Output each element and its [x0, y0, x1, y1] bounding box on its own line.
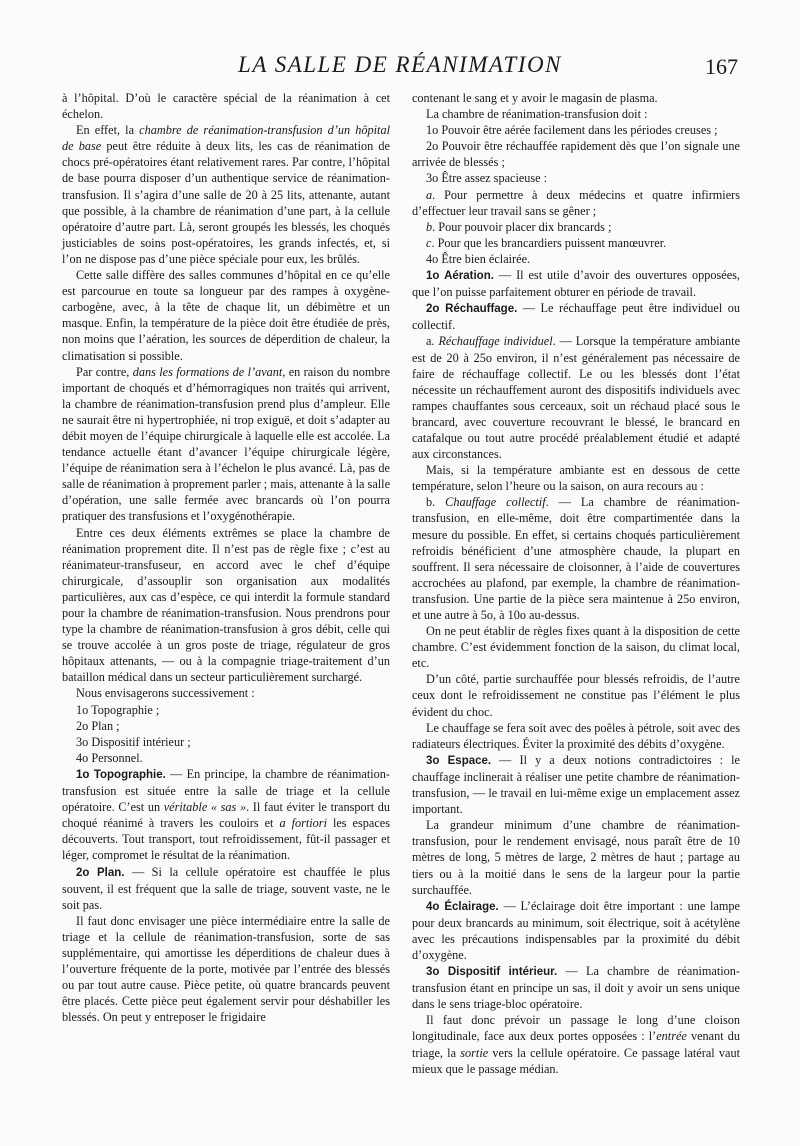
body-text: , en raison du nombre important de choqués et d’hémorragiques non traités qui arrivent, la chambre de réanimation-transfusion prend plus d’ampleur. Elle ne saurait être ni hypertrophiée, ni trop exiguë, et doit s’adapter au débit moyen de l’équipe chirurgicale à laquelle elle est accolée. La tendance actuelle étant d’avancer l’équipe chirurgicale légère, l’équipe de réanimation sera à l’échelon le plus avancé. Là, pas de salle de réanimation à proprement parler ; mais, attenante à la salle d’opération, une salle fermée avec brancards où l’on pourra pratiquer des transfusions et l’oxygénothérapie. — [62, 364, 391, 524]
body-text: venant du triage, la — [412, 1029, 741, 1060]
body-text: à l’hôpital. D’où le caractère spécial de la réanimation à cet échelon. — [62, 91, 390, 122]
paragraph — [62, 364, 390, 525]
body-text: 1o Pouvoir être aérée facilement dans les périodes creuses ; — [426, 123, 718, 138]
body-text: Le chauffage se fera soit avec des poêles à pétrole, soit avec des radiateurs électriques. Éviter la proximité des débits d’oxygène. — [412, 720, 740, 751]
italic-text: a fortiori — [279, 816, 327, 831]
paragraph — [412, 267, 740, 300]
italic-text: véritable « sas » — [163, 800, 247, 815]
section-heading: 1o Aération. — [426, 270, 494, 283]
body-text: Par contre, — [76, 364, 133, 379]
paragraph — [412, 494, 740, 623]
body-text: — Il est utile d’avoir des ouvertures opposées, que l’on puisse parfaitement obturer en période de travail. — [412, 268, 740, 300]
body-text: — Le réchauffage peut être individuel ou collectif. — [412, 301, 740, 333]
paragraph — [412, 251, 740, 267]
section-heading: 2o Plan. — [76, 866, 125, 879]
body-text: — La chambre de réanimation-transfusion étant en principe un sas, il doit y avoir un sens unique dans le sens triage-bloc opératoire. — [412, 964, 740, 1012]
section-heading: 3o Espace. — [426, 754, 492, 767]
body-text: En effet, la — [76, 123, 140, 138]
italic-text: sortie — [460, 1045, 489, 1060]
paragraph — [62, 525, 390, 686]
body-text: D’un côté, partie surchauffée pour blessés refroidis, de l’autre ceux dont le refroidissement ne constitue pas l’élément le plus évident du choc. — [412, 672, 740, 719]
body-text: — L’éclairage doit être important : une lampe pour deux brancards au minimum, soit électrique, soit à acétylène avec les précautions indispensables par la proximité du débit d’oxygène. — [412, 898, 740, 962]
paragraph — [412, 752, 740, 817]
page-header — [62, 52, 738, 86]
left-column — [62, 90, 390, 1025]
paragraph — [412, 963, 740, 1012]
paragraph — [412, 898, 740, 963]
body-text: Il faut donc prévoir un passage le long d’une cloison longitudinale, face aux deux portes opposées : l’ — [412, 1013, 740, 1044]
paragraph — [412, 122, 740, 138]
paragraph — [412, 623, 740, 671]
body-text: . Pour pouvoir placer dix brancards ; — [432, 219, 612, 234]
paragraph — [62, 750, 390, 766]
page-number: 167 — [705, 54, 738, 79]
paragraph — [412, 170, 740, 186]
body-text: Nous envisagerons successivement : — [76, 686, 255, 701]
italic-text: Réchauffage individuel — [438, 334, 553, 349]
body-text: Il faut donc envisager une pièce intermédiaire entre la salle de triage et la cellule de réanimation-transfusion, sorte de sas supplémentaire, qui amortisse les déperditions de chaleur dues à l’ouverture fréquente de la porte, motivée par l’entrée des blessés ou par tout autre cause. Pièce petite, où quatre brancards peuvent être placés. Cette pièce peut également servir pour déshabiller les blessés. On peut y entreposer le frigidaire — [62, 913, 390, 1025]
italic-text: c — [426, 235, 432, 250]
paragraph — [62, 913, 390, 1026]
paragraph — [62, 718, 390, 734]
body-text: Cette salle diffère des salles communes d’hôpital en ce qu’elle est parcourue en toute sa longueur par des rampes à oxygène-carbogène, avec, à la tête de chaque lit, un débimètre et un masque. Enfin, la température de la pièce doit être étudiée de près, non moins que l’aération, les sources de déperdition de chaleur, la climatisation si possible. — [62, 268, 390, 363]
section-heading: 2o Réchauffage. — [426, 303, 518, 316]
body-text: 2o Plan ; — [76, 718, 120, 733]
paragraph — [62, 864, 390, 913]
body-text: . Pour que les brancardiers puissent manœuvrer. — [431, 235, 667, 250]
body-text: — Si la cellule opératoire est chauffée le plus souvent, il est fréquent que la salle de triage, souvent vaste, ne le soit pas. — [62, 864, 390, 912]
paragraph — [412, 300, 740, 333]
body-text: Mais, si la température ambiante est en dessous de cette température, selon l’heure ou la saison, on aura recours au : — [412, 463, 740, 494]
section-heading: 3o Dispositif intérieur. — [426, 966, 558, 979]
paragraph — [62, 122, 390, 267]
italic-text: entrée — [656, 1029, 687, 1044]
paragraph — [412, 235, 740, 251]
body-text: 1o Topographie ; — [76, 702, 160, 717]
paragraph — [412, 333, 740, 462]
body-text: 3o Être assez spacieuse : — [426, 171, 548, 186]
body-text: — En principe, la chambre de réanimation-transfusion est située entre la salle de triage et la cellule opératoire. C’est un — [62, 766, 390, 815]
paragraph — [412, 106, 740, 122]
paragraph — [412, 1012, 740, 1076]
paragraph — [412, 138, 740, 170]
body-text: b. — [426, 495, 446, 510]
paragraph — [62, 734, 390, 750]
paragraph — [62, 702, 390, 718]
section-heading: 4o Éclairage. — [426, 900, 499, 913]
body-text: . Il faut éviter le transport du choqué réanimé à travers les couloirs et — [62, 800, 391, 831]
right-column — [412, 90, 740, 1077]
italic-text: b — [426, 219, 433, 234]
paragraph — [412, 462, 740, 494]
body-text: — Il y a deux notions contradictoires : le chauffage inclinerait à réaliser une petite chambre de réanimation-transfusion, — le travail en lui-même exige un emplacement assez important. — [412, 752, 740, 817]
body-text: peut être réduite à deux lits, les cas de réanimation de chocs pré-opératoires étant relativement rares. Par contre, l’hôpital de base pourra disposer d’un authentique service de réanimation-transfusion. Il s’agira d’une salle de 20 à 25 lits, attenante, autant que possible, à la chambre de réanimation d’une part, à la cellule opératoire d’autre part. Là, seront groupés les blessés, les choqués justiciables de soins post-opératoires, les grands infectés, et, si l’on ne dispose pas d’une pièce spéciale pour eux, les brûlés. — [62, 139, 390, 266]
italic-text: Chauffage collectif — [445, 495, 546, 510]
body-text: les espaces découverts. Tout transport, tout refroidissement, fût-il passager et léger, compromet le résultat de la réanimation. — [62, 816, 390, 863]
paragraph — [412, 187, 740, 219]
section-heading: 1o Topographie. — [76, 768, 166, 781]
paragraph — [62, 267, 390, 364]
body-text: 2o Pouvoir être réchauffée rapidement dès que l’on signale une arrivée de blessés ; — [412, 139, 740, 170]
body-text: Entre ces deux éléments extrêmes se place la chambre de réanimation proprement dite. Il n’est pas de règle fixe ; c’est au réanimateur-transfuseur, en accord avec le chef d’équipe chirurgicale, d’assouplir son organisation aux modalités particulières, aux cas d’espèce, ce qui interdit la formule standard pour la chambre de réanimation-transfusion. Nous prendrons pour type la chambre de réanimation-transfusion à gros débit, celle qui se trouve accolée à un gros poste de triage, régulateur de gros hôpitaux attenants, — ou à la compagnie triage-traitement d’un bataillon médical dans un secteur particulièrement surchargé. — [62, 525, 390, 685]
running-title: LA SALLE DE RÉANIMATION — [238, 52, 562, 77]
body-text: La grandeur minimum d’une chambre de réanimation-transfusion, pour le rendement envisagé, nous paraît être de 10 mètres de long, 5 mètres de large, 2 mètres de haut ; partage au tiers ou à la moitié dans le sens de la largeur pour la partie surchauffée. — [412, 818, 740, 897]
body-text: . — La chambre de réanimation-transfusion, en elle-même, doit être compartimentée dans la mesure du possible. En effet, si certains choqués particulièrement refroidis bénéficient d’une atmosphère chaude, la plupart en souffrent. Il sera nécessaire de cloisonner, à l’aide de couvertures accrochées au plafond, par exemple, la chambre de réanimation-transfusion. Une partie de la pièce sera maintenue à 25o environ, et une autre à 5o, à 10o au-dessus. — [412, 495, 740, 622]
body-text: . — Lorsque la température ambiante est de 20 à 25o environ, il n’est généralement pas nécessaire de faire de réchauffage collectif. Le ou les blessés dont l’état nécessite un réchauffement auront des dispositifs individuels avec rampes chauffantes sous cerceaux, soit un réchaud placé sous le brancard, avec couverture recouvrant le blessé, le brancard en catafalque ou tout autre procédé préalablement étudié et adapté aux circonstances. — [412, 334, 741, 462]
body-text: La chambre de réanimation-transfusion doit : — [426, 107, 648, 122]
italic-text: dans les formations de l’avant — [132, 364, 283, 379]
paragraph — [412, 817, 740, 897]
italic-text: a — [426, 187, 433, 202]
body-text: 3o Dispositif intérieur ; — [76, 734, 191, 749]
body-text: a. — [426, 334, 439, 349]
body-text: On ne peut établir de règles fixes quant à la disposition de cette chambre. C’est évidemment fonction de la saison, du climat local, etc. — [412, 624, 740, 671]
body-text: 4o Être bien éclairée. — [426, 251, 531, 266]
body-text: contenant le sang et y avoir le magasin de plasma. — [412, 91, 658, 105]
body-text: vers la cellule opératoire. Ce passage latéral vaut mieux que le passage médian. — [412, 1045, 740, 1076]
paragraph — [412, 671, 740, 719]
paragraph — [62, 766, 390, 864]
paragraph — [412, 90, 740, 106]
body-text: 4o Personnel. — [76, 750, 143, 765]
paragraph — [62, 685, 390, 701]
paragraph — [412, 720, 740, 752]
italic-text: chambre de réanimation-transfusion d’un hôpital de base — [62, 123, 390, 154]
body-text: . Pour permettre à deux médecins et quatre infirmiers d’effectuer leur travail sans se gêner ; — [412, 187, 740, 218]
paragraph — [62, 90, 390, 122]
paragraph — [412, 219, 740, 235]
